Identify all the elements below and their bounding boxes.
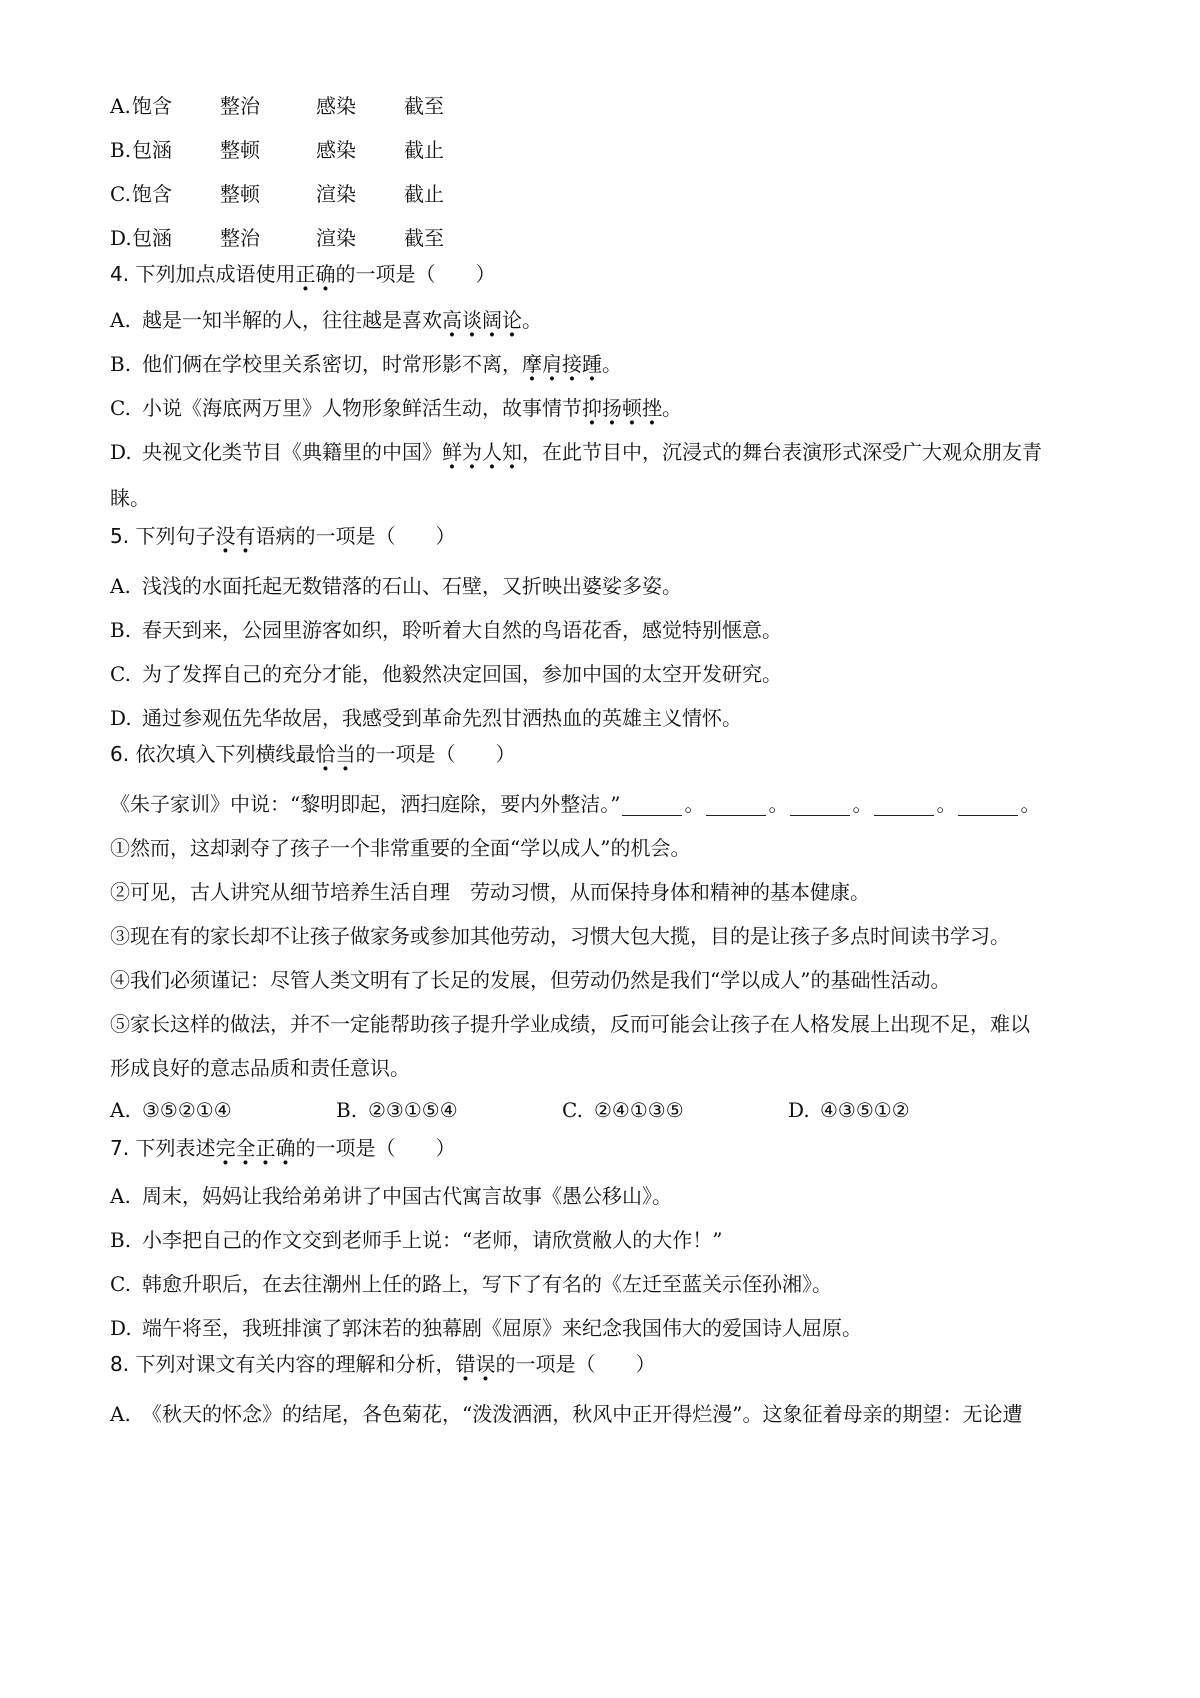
option-text: 通过参观伍先华故居，我感受到革命先烈甘洒热血的英雄主义情怀。 bbox=[142, 706, 742, 730]
emphasis-char: 误 bbox=[475, 1352, 496, 1376]
q7-option-a bbox=[110, 1184, 672, 1208]
option-label: C. bbox=[110, 396, 131, 420]
option-text: ③⑤②①④ bbox=[142, 1098, 232, 1122]
sentence-text: ④我们必须谨记：尽管人类文明有了长足的发展，但劳动仍然是我们“学以成人”的基础性活动。 bbox=[110, 968, 951, 992]
emphasis-char: 高 bbox=[442, 308, 462, 332]
option-label: D. bbox=[110, 1316, 132, 1340]
q7-option-c bbox=[110, 1272, 832, 1296]
emphasis-char: 顿 bbox=[622, 396, 642, 420]
sentence-text: ②可见，古人讲究从细节培养生活自理 劳动习惯，从而保持身体和精神的基本健康。 bbox=[110, 880, 870, 904]
option-text: 。 bbox=[522, 308, 542, 332]
q4-option-c bbox=[110, 396, 682, 420]
emphasis-char: 正 bbox=[295, 262, 316, 286]
option-label: B. bbox=[110, 138, 132, 162]
option-text: 春天到来，公园里游客如织，聆听着大自然的鸟语花香，感觉特别惬意。 bbox=[142, 618, 782, 642]
question-number: 5. bbox=[110, 524, 130, 548]
q6-sentence-3 bbox=[110, 924, 1010, 948]
emphasis-char: 有 bbox=[235, 524, 256, 548]
stem-text: 下列表述 bbox=[135, 1136, 216, 1160]
option-text: 越是一知半解的人，往往越是喜欢 bbox=[142, 308, 442, 332]
question-number: 7. bbox=[110, 1136, 130, 1160]
emphasis-char: 谈 bbox=[462, 308, 482, 332]
option-word: 截至 bbox=[404, 226, 444, 250]
emphasis-char: 确 bbox=[275, 1136, 296, 1160]
option-word: 整顿 bbox=[220, 182, 260, 206]
q6-sentence-1 bbox=[110, 836, 690, 860]
option-text: 浅浅的水面托起无数错落的石山、石壁，又折映出婆娑多姿。 bbox=[142, 574, 682, 598]
option-label: B. bbox=[110, 352, 132, 376]
option-word: 截至 bbox=[404, 94, 444, 118]
option-label: D. bbox=[110, 226, 132, 250]
emphasis-char: 完 bbox=[215, 1136, 236, 1160]
option-label: B. bbox=[110, 618, 132, 642]
q6-stem bbox=[110, 742, 515, 766]
q6-choice-b bbox=[336, 1098, 458, 1122]
option-label: A. bbox=[110, 94, 131, 118]
q4-option-d-continued bbox=[110, 486, 150, 510]
emphasis-char: 没 bbox=[215, 524, 236, 548]
option-word: 包涵 bbox=[132, 226, 172, 250]
q6-sentence-4 bbox=[110, 968, 950, 992]
option-label: D. bbox=[110, 440, 132, 464]
option-word: 饱含 bbox=[132, 182, 172, 206]
emphasis-char: 当 bbox=[335, 742, 356, 766]
option-text: 端午将至，我班排演了郭沫若的独幕剧《屈原》来纪念我国伟大的爱国诗人屈原。 bbox=[142, 1316, 862, 1340]
emphasis-char: 接 bbox=[562, 352, 582, 376]
sentence-text: ⑤家长这样的做法，并不一定能帮助孩子提升学业成绩，反而可能会让孩子在人格发展上出现不足，难以 bbox=[110, 1012, 1030, 1036]
question-number: 4. bbox=[110, 262, 130, 286]
option-text: 。 bbox=[602, 352, 622, 376]
option-word: 整顿 bbox=[220, 138, 260, 162]
option-text: 小说《海底两万里》人物形象鲜活生动，故事情节 bbox=[142, 396, 582, 420]
q4-option-b bbox=[110, 352, 622, 376]
q4-option-d bbox=[110, 440, 1042, 464]
q5-stem bbox=[110, 524, 455, 548]
emphasis-char: 挫 bbox=[642, 396, 662, 420]
option-label: A. bbox=[110, 308, 131, 332]
sentence-text: ①然而，这却剥夺了孩子一个非常重要的全面“学以成人”的机会。 bbox=[110, 836, 691, 860]
option-text: ②④①③⑤ bbox=[594, 1098, 684, 1122]
option-label: B. bbox=[336, 1098, 358, 1122]
sentence-text: 形成良好的意志品质和责任意识。 bbox=[110, 1056, 410, 1080]
option-label: C. bbox=[110, 1272, 131, 1296]
option-text: ，在此节目中，沉浸式的舞台表演形式深受广大观众朋友青 bbox=[522, 440, 1042, 464]
option-text: 《秋天的怀念》的结尾，各色菊花，“泼泼洒洒，秋风中正开得烂漫”。这象征着母亲的期望：无论遭 bbox=[142, 1402, 1023, 1426]
stem-text: 的一项是（ ） bbox=[335, 262, 496, 286]
q6-choices bbox=[110, 1098, 1050, 1122]
q7-option-b bbox=[110, 1228, 722, 1252]
option-word: 饱含 bbox=[132, 94, 172, 118]
stem-text: 依次填入下列横线最 bbox=[135, 742, 316, 766]
option-word: 感染 bbox=[316, 94, 356, 118]
option-label: C. bbox=[110, 182, 131, 206]
q4-option-a bbox=[110, 308, 542, 332]
stem-text: 的一项是（ ） bbox=[495, 1352, 656, 1376]
question-number: 6. bbox=[110, 742, 130, 766]
option-label: A. bbox=[110, 1098, 131, 1122]
stem-text: 下列加点成语使用 bbox=[135, 262, 296, 286]
emphasis-char: 恰 bbox=[315, 742, 336, 766]
q6-sentence-5 bbox=[110, 1012, 1030, 1036]
q8-stem bbox=[110, 1352, 655, 1376]
emphasis-char: 全 bbox=[235, 1136, 256, 1160]
option-text: 小李把自己的作文交到老师手上说：“老师，请欣赏敝人的大作！” bbox=[142, 1228, 723, 1252]
q7-stem bbox=[110, 1136, 455, 1160]
emphasis-char: 扬 bbox=[602, 396, 622, 420]
option-word: 渲染 bbox=[316, 182, 356, 206]
option-text: 为了发挥自己的充分才能，他毅然决定回国，参加中国的太空开发研究。 bbox=[142, 662, 782, 686]
option-text: 韩愈升职后，在去往潮州上任的路上，写下了有名的《左迁至蓝关示侄孙湘》。 bbox=[142, 1272, 832, 1296]
option-label: B. bbox=[110, 1228, 132, 1252]
q6-choice-d bbox=[788, 1098, 910, 1122]
q6-choice-a bbox=[110, 1098, 232, 1122]
emphasis-char: 人 bbox=[482, 440, 502, 464]
emphasis-char: 肩 bbox=[542, 352, 562, 376]
option-text: 。 bbox=[662, 396, 682, 420]
q5-option-a bbox=[110, 574, 682, 598]
answer-blank[interactable] bbox=[874, 797, 934, 816]
stem-text: 的一项是（ ） bbox=[355, 742, 516, 766]
answer-blank[interactable] bbox=[622, 797, 682, 816]
q4-stem bbox=[110, 262, 495, 286]
question-number: 8. bbox=[110, 1352, 130, 1376]
option-text: ④③⑤①② bbox=[820, 1098, 910, 1122]
option-label: D. bbox=[110, 706, 132, 730]
option-label: A. bbox=[110, 574, 131, 598]
intro-text: 《朱子家训》中说：“黎明即起，洒扫庭除，要内外整洁。” bbox=[110, 792, 621, 816]
option-word: 整治 bbox=[220, 94, 260, 118]
option-word: 渲染 bbox=[316, 226, 356, 250]
q7-option-d bbox=[110, 1316, 862, 1340]
q6-choice-c bbox=[562, 1098, 684, 1122]
q5-option-d bbox=[110, 706, 742, 730]
stem-text: 的一项是（ ） bbox=[295, 1136, 456, 1160]
q6-sentence-2 bbox=[110, 880, 870, 904]
stem-text: 下列对课文有关内容的理解和分析， bbox=[135, 1352, 456, 1376]
emphasis-char: 错 bbox=[455, 1352, 476, 1376]
option-label: D. bbox=[788, 1098, 810, 1122]
emphasis-char: 摩 bbox=[522, 352, 542, 376]
q5-option-b bbox=[110, 618, 782, 642]
emphasis-char: 正 bbox=[255, 1136, 276, 1160]
emphasis-char: 为 bbox=[462, 440, 482, 464]
q8-option-a bbox=[110, 1402, 1022, 1426]
emphasis-char: 鲜 bbox=[442, 440, 462, 464]
emphasis-char: 踵 bbox=[582, 352, 602, 376]
option-word: 包涵 bbox=[132, 138, 172, 162]
emphasis-char: 阔 bbox=[482, 308, 502, 332]
q6-intro: 《朱子家训》中说：“黎明即起，洒扫庭除，要内外整洁。” 。 。 。 。 。 bbox=[110, 792, 1041, 816]
sentence-text: ③现在有的家长却不让孩子做家务或参加其他劳动，习惯大包大揽，目的是让孩子多点时间读书学习。 bbox=[110, 924, 1010, 948]
option-text: 他们俩在学校里关系密切，时常形影不离， bbox=[142, 352, 522, 376]
emphasis-char: 确 bbox=[315, 262, 336, 286]
q5-option-c bbox=[110, 662, 782, 686]
option-label: A. bbox=[110, 1184, 131, 1208]
emphasis-char: 论 bbox=[502, 308, 522, 332]
option-label: C. bbox=[110, 662, 131, 686]
option-text: 周末，妈妈让我给弟弟讲了中国古代寓言故事《愚公移山》。 bbox=[142, 1184, 672, 1208]
option-label: C. bbox=[562, 1098, 583, 1122]
answer-blank[interactable] bbox=[706, 797, 766, 816]
option-text: 央视文化类节目《典籍里的中国》 bbox=[142, 440, 442, 464]
emphasis-char: 知 bbox=[502, 440, 522, 464]
emphasis-char: 抑 bbox=[582, 396, 602, 420]
option-word: 截止 bbox=[404, 182, 444, 206]
option-word: 整治 bbox=[220, 226, 260, 250]
stem-text: 语病的一项是（ ） bbox=[255, 524, 456, 548]
option-word: 感染 bbox=[316, 138, 356, 162]
stem-text: 下列句子 bbox=[135, 524, 216, 548]
option-text: 睐。 bbox=[110, 486, 150, 510]
option-label: A. bbox=[110, 1402, 131, 1426]
option-word: 截止 bbox=[404, 138, 444, 162]
q6-sentence-5-continued bbox=[110, 1056, 410, 1080]
answer-blank[interactable] bbox=[790, 797, 850, 816]
option-text: ②③①⑤④ bbox=[368, 1098, 458, 1122]
answer-blank[interactable] bbox=[958, 797, 1018, 816]
